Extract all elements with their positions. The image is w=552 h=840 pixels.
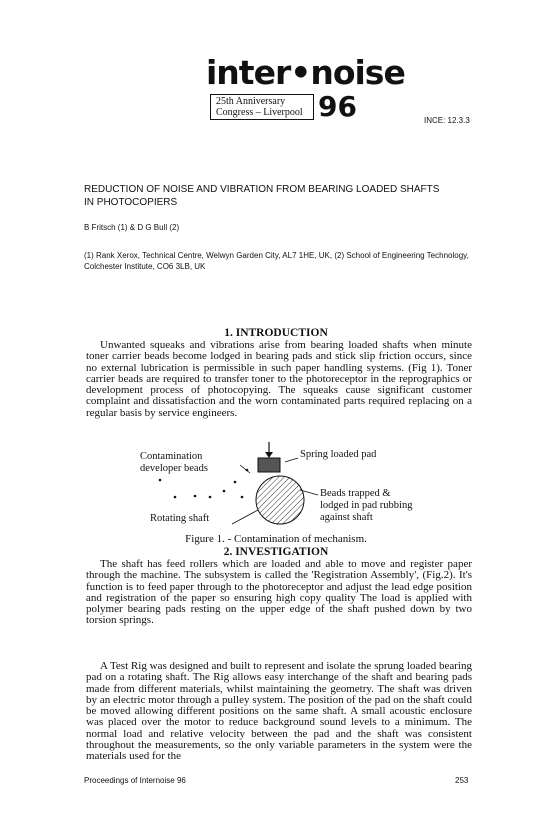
logo-anniversary-box (210, 94, 314, 120)
page-number: 253 (455, 776, 469, 785)
logo-year: 96 (318, 90, 357, 123)
paper-title (84, 183, 504, 209)
bead (234, 481, 237, 484)
logo-box-line1: 25th Anniversary (216, 96, 286, 107)
bead (174, 496, 177, 499)
paper-title-line1: REDUCTION OF NOISE AND VIBRATION FROM BEARING LOADED SHAFTS (84, 184, 440, 195)
conference-logo (206, 53, 405, 123)
figure-caption: Figure 1. - Contamination of mechanism. (185, 533, 367, 545)
logo-title: inter•noise (206, 53, 405, 92)
bead (209, 496, 212, 499)
bead (223, 490, 226, 493)
label-rotating-shaft: Rotating shaft (150, 513, 210, 524)
rotating-shaft (256, 476, 304, 524)
figure-1 (140, 440, 460, 535)
bearing-pad (258, 458, 280, 472)
label-beads-trapped-3: against shaft (320, 512, 373, 523)
label-developer-beads: developer beads (140, 463, 208, 474)
conference-code: INCE: 12.3.3 (424, 116, 470, 125)
introduction-paragraph: Unwanted squeaks and vibrations arise from bearing loaded shafts when minute toner carrier beads become lodged in bearing pads and stick slip friction occurs, since no external lubrication is permissible in such paper handling systems. (Fig 1). Toner carrier beads are required to transfer toner to the photoreceptor in the reprographics or development process of photocopying. The squeaks cause significant customer complaint and dissatisfaction and the worn contaminated parts required replacing on a regular basis by service engineers. (86, 339, 472, 419)
section-heading-investigation: 2. INVESTIGATION (223, 546, 329, 558)
paper-title-line2: IN PHOTOCOPIERS (84, 197, 178, 208)
bead (194, 495, 197, 498)
logo-box-line2: Congress – Liverpool (216, 107, 303, 118)
label-beads-trapped-1: Beads trapped & (320, 488, 391, 499)
affiliation: (1) Rank Xerox, Technical Centre, Welwyn Garden City, AL7 1HE, UK, (2) School of Engineering Technology, Colchester Institute, CO6 3LB, UK (84, 251, 469, 271)
investigation-paragraph-2: A Test Rig was designed and built to represent and isolate the sprung loaded bearing pad on a rotating shaft. The Rig allows easy interchange of the shaft and bearing pads made from different materials, whilst maintaining the geometry. The shaft was driven by an electric motor through a pulley system. The position of the pad on the shaft could be moved allowing different positions on the same shaft. A small acoustic enclosure was placed over the motor to reduce background sound levels to a minimum. The normal load and relative velocity between the pad and the shaft was consistent throughout the measurements, so the only variable parameters in the system were the materials used for the (86, 660, 472, 763)
label-beads-trapped-2: lodged in pad rubbing (320, 500, 413, 511)
authors: B Fritsch (1) & D G Bull (2) (84, 223, 180, 232)
load-arrowhead (265, 452, 273, 458)
bead (241, 496, 244, 499)
investigation-paragraph-1: The shaft has feed rollers which are loaded and able to move and register paper through the machine. The subsystem is called the 'Registration Assembly', (Fig.2). It's function is to feed paper through to the photoreceptor and adjust the lead edge position and registration of the paper so ensuring high copy quality The load is applied with polymer bearing pads resting on the upper edge of the shaft pushed down by two torsion springs. (86, 558, 472, 627)
bead (159, 479, 162, 482)
label-contamination: Contamination (140, 451, 203, 462)
footer-proceedings: Proceedings of Internoise 96 (84, 776, 186, 785)
section-heading-introduction: 1. INTRODUCTION (224, 327, 328, 339)
leader-spring (285, 458, 298, 462)
label-spring-pad: Spring loaded pad (300, 449, 377, 460)
leader-contamination (240, 465, 250, 473)
leader-shaft (232, 510, 258, 524)
